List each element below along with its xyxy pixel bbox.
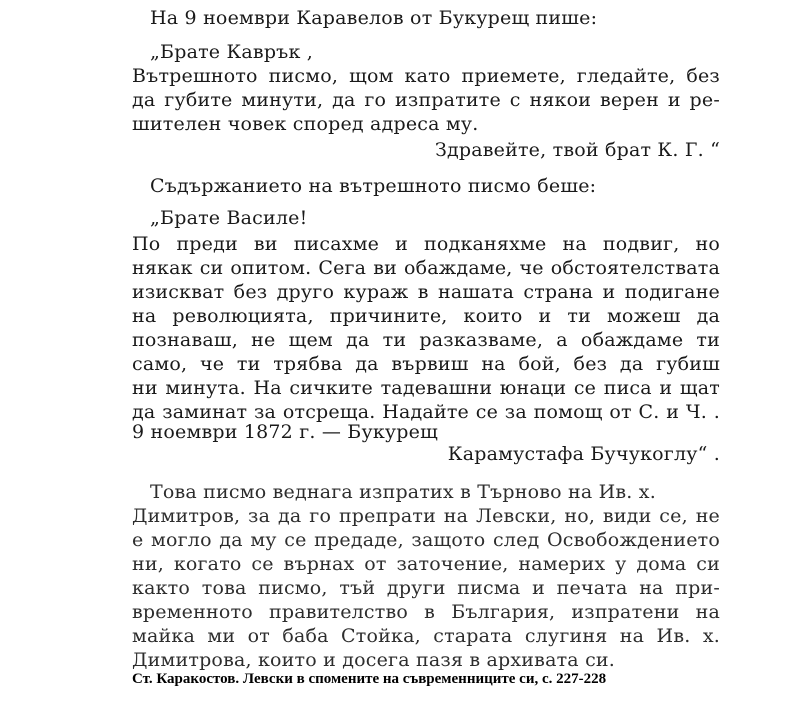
inner-letter-body-line: ни минута. На сичките тадевашни юнаци се писа и щат xyxy=(132,377,720,399)
inner-letter-signature: Карамустафа Бучукоглу“ . xyxy=(447,443,720,465)
letter-body-line: шителен човек според адреса му. xyxy=(132,113,479,135)
inner-letter-body-line: По преди ви писахме и подканяхме на подвиг, но xyxy=(132,233,720,255)
inner-letter-greeting: „Брате Василе! xyxy=(150,207,308,229)
inner-letter-date-place: 9 ноември 1872 г. — Букурещ xyxy=(132,421,438,443)
letter-greeting: „Брате Каврък , xyxy=(150,41,314,63)
narrative-line: майка ми от баба Стойка, старата слугиня на Ив. х. xyxy=(132,625,720,647)
inner-letter-intro: Съдържанието на вътрешното писмо беше: xyxy=(150,175,597,197)
inner-letter-body-line: изискват без друго кураж в нашата страна и подигане xyxy=(132,281,720,303)
narrative-line: както това писмо, тъй други писма и печата на при- xyxy=(132,577,720,599)
narrative-line: е могло да му се предаде, защото след Освобождението xyxy=(132,529,720,551)
inner-letter-body-line: само, че ти трябва да вървиш на бой, без да губиш xyxy=(132,353,720,375)
letter-closing: Здравейте, твой брат К. Г. “ xyxy=(434,139,720,161)
letter-body-line: Вътрешното писмо, щом като приемете, гледайте, без xyxy=(132,65,720,87)
narrative-line: Това писмо веднага изпратих в Търново на Ив. х. xyxy=(150,481,656,503)
narrative-line: Димитрова, които и досега пазя в архивата си. xyxy=(132,649,616,671)
narrative-line: ни, когато се върнах от заточение, намерих у дома си xyxy=(132,553,720,575)
source-citation: Ст. Каракостов. Левски в спомените на съвременниците си, с. 227-228 xyxy=(132,671,607,687)
inner-letter-body-line: да заминат за отсреща. Надайте се за помощ от С. и Ч. . xyxy=(132,401,720,423)
letter-body-line: да губите минути, да го изпратите с някои верен и ре- xyxy=(132,89,720,111)
letter-intro: На 9 ноември Каравелов от Букурещ пише: xyxy=(150,7,598,29)
inner-letter-body-line: познаваш, не щем да ти разказваме, а обаждаме ти xyxy=(132,329,720,351)
narrative-line: временното правителство в България, изпратени на xyxy=(132,601,720,623)
inner-letter-body-line: на революцията, причините, които и ти можеш да xyxy=(132,305,720,327)
inner-letter-body-line: някак си опитом. Сега ви обаждаме, че обстоятелствата xyxy=(132,257,720,279)
narrative-line: Димитров, за да го препрати на Левски, но, види се, не xyxy=(132,505,720,527)
